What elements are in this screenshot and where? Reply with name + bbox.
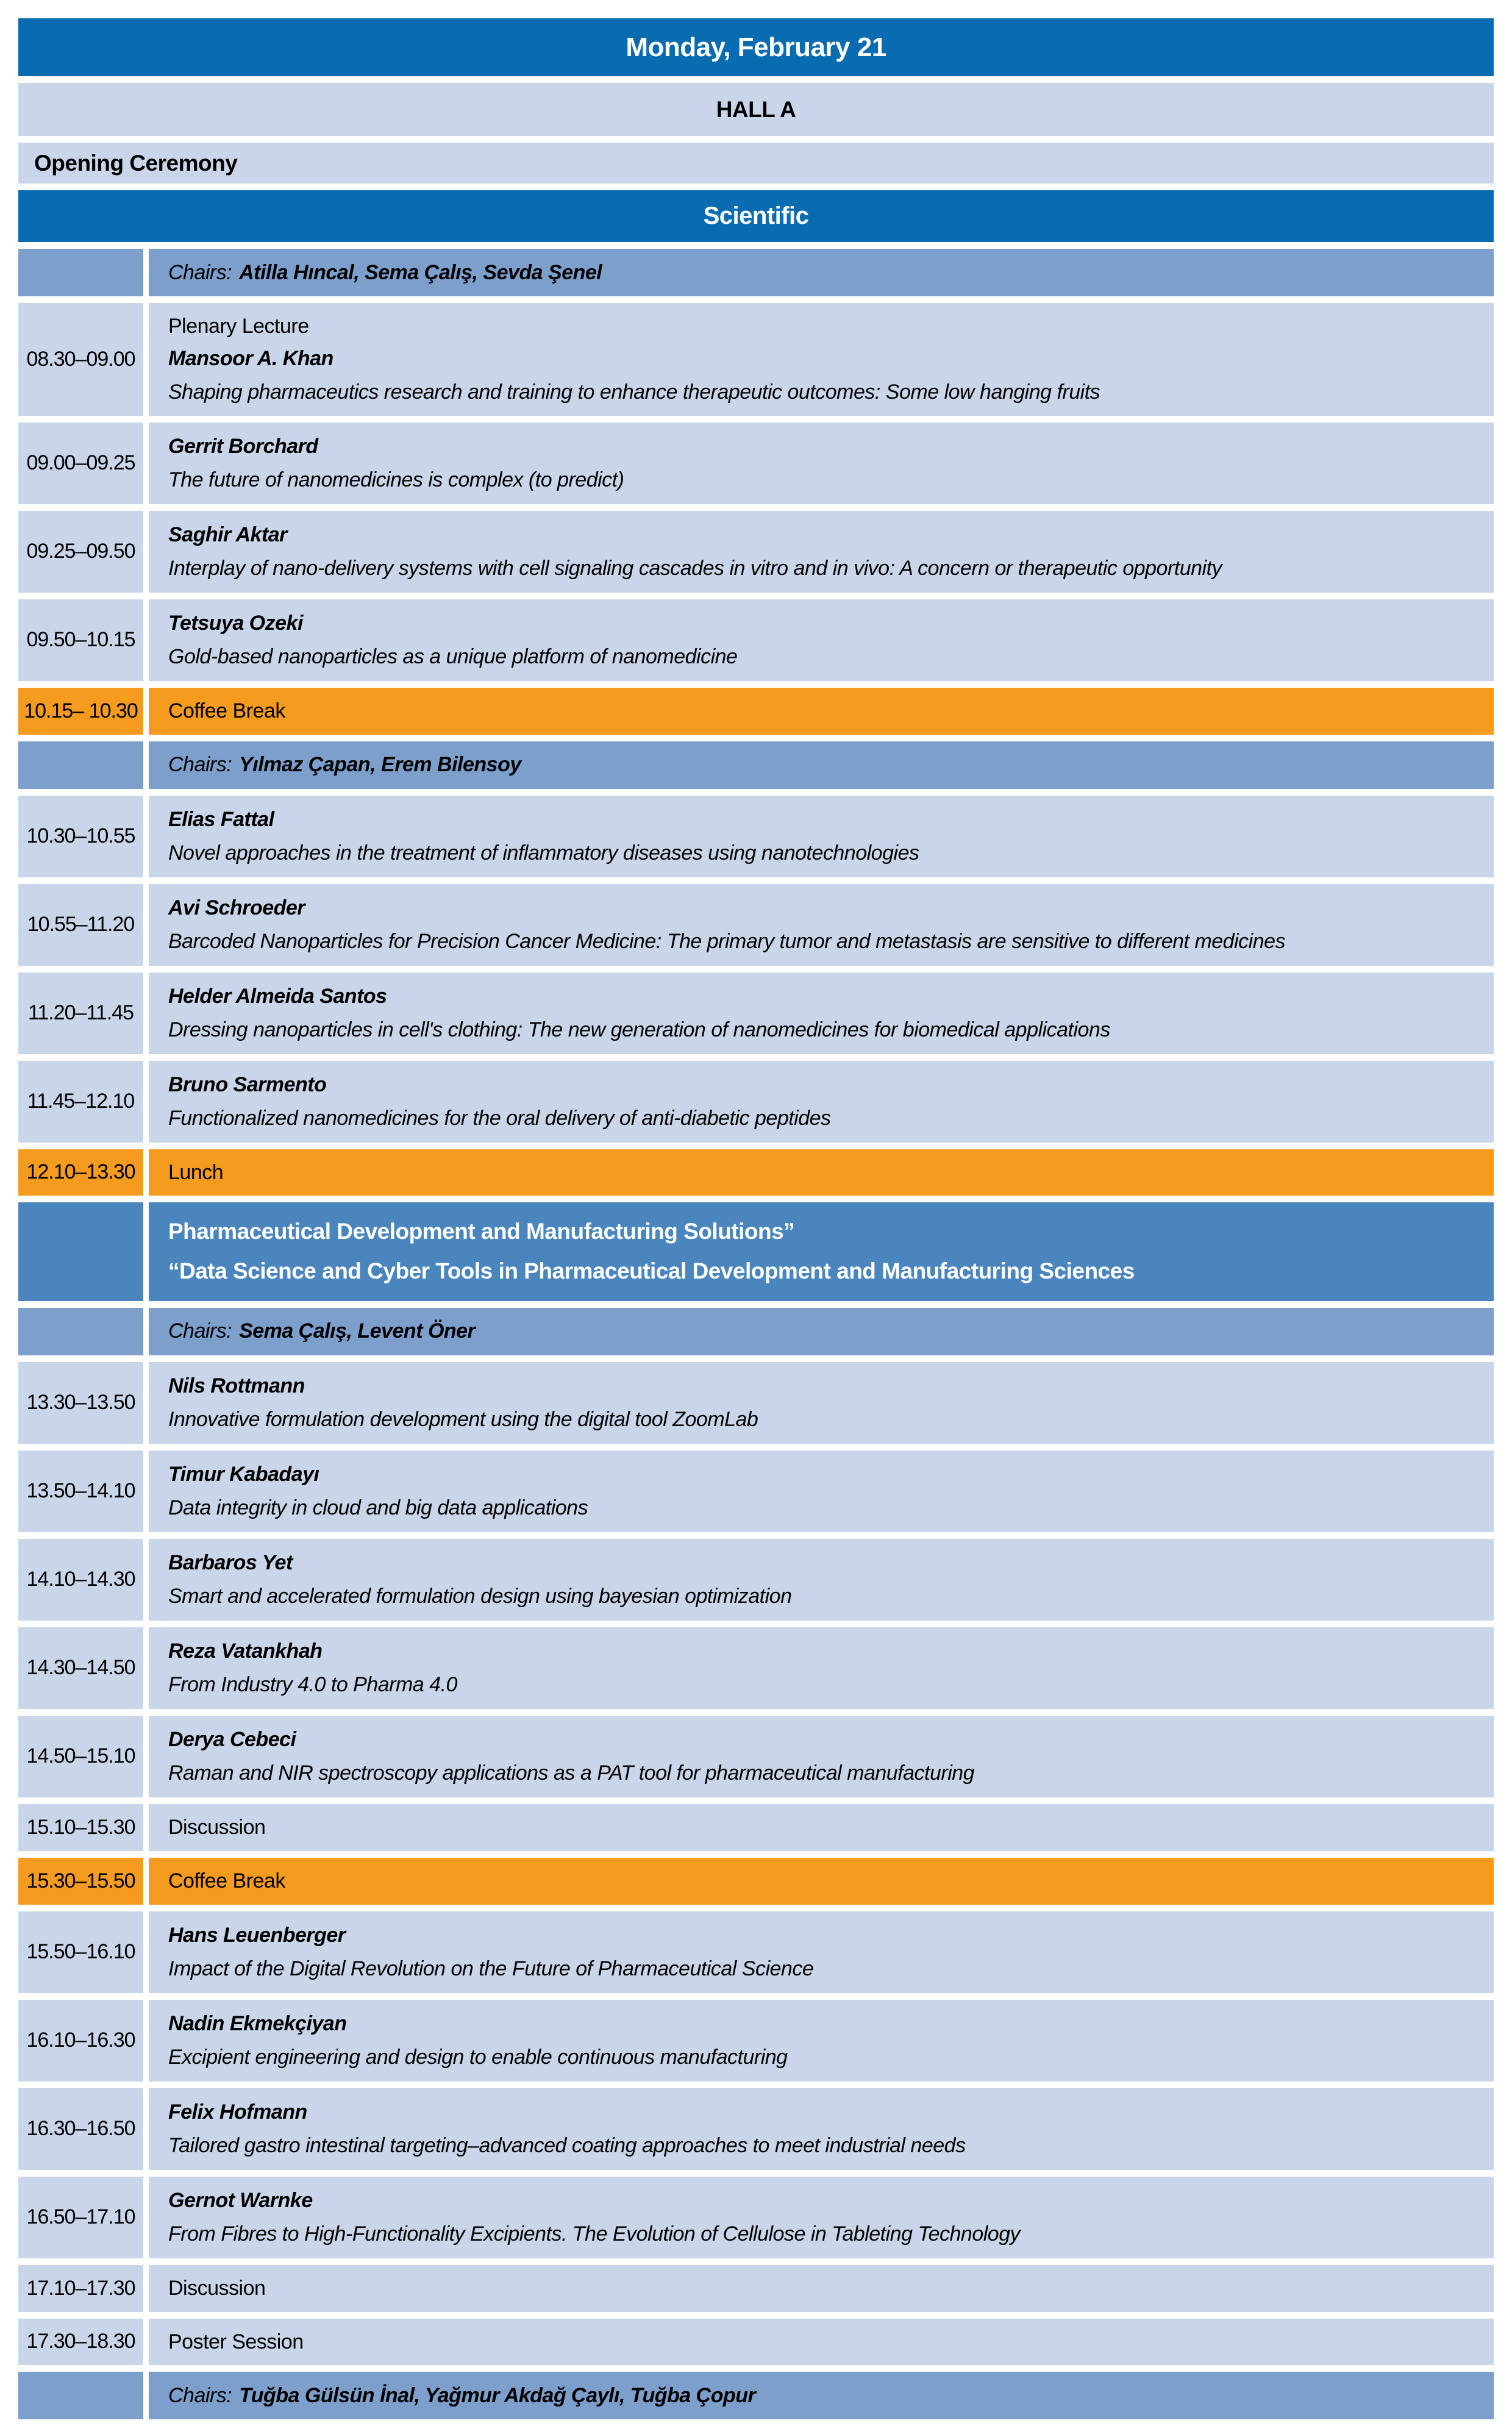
session-row bbox=[18, 1362, 1494, 1444]
chairs-names: Atilla Hıncal, Sema Çalış, Sevda Şenel bbox=[239, 260, 602, 284]
time-cell: 09.50–10.15 bbox=[18, 599, 143, 681]
chairs-prefix-label: Chairs: bbox=[168, 1319, 232, 1343]
section-title-line-1: Pharmaceutical Development and Manufacturing Solutions” bbox=[168, 1219, 795, 1244]
speaker-name: Avi Schroeder bbox=[168, 896, 305, 919]
talk-title: Gold-based nanoparticles as a unique platform of nanomedicine bbox=[168, 644, 738, 668]
time-cell: 13.30–13.50 bbox=[18, 1362, 143, 1444]
content-cell bbox=[149, 2319, 1494, 2366]
speaker-name: Reza Vatankhah bbox=[168, 1639, 323, 1663]
time-cell bbox=[18, 249, 143, 296]
time-cell bbox=[18, 741, 143, 789]
time-cell: 11.45–12.10 bbox=[18, 1061, 143, 1143]
talk-title: Data integrity in cloud and big data applications bbox=[168, 1496, 588, 1519]
talk-title: From Fibres to High-Functionality Excipients. The Evolution of Cellulose in Tableting Technology bbox=[168, 2222, 1021, 2246]
speaker-name: Nils Rottmann bbox=[168, 1374, 305, 1397]
content-cell bbox=[149, 1627, 1494, 1709]
time-cell: 13.50–14.10 bbox=[18, 1450, 143, 1532]
talk-title: Barcoded Nanoparticles for Precision Cancer Medicine: The primary tumor and metastasis are sensitive to different medicines bbox=[168, 929, 1286, 953]
session-row bbox=[18, 2000, 1494, 2082]
time-cell: 11.20–11.45 bbox=[18, 972, 143, 1054]
speaker-name: Bruno Sarmento bbox=[168, 1072, 327, 1096]
time-cell: 08.30–09.00 bbox=[18, 303, 143, 416]
content-cell bbox=[149, 741, 1494, 789]
time-cell: 15.30–15.50 bbox=[18, 1858, 143, 1905]
content-cell bbox=[149, 1450, 1494, 1532]
session-row bbox=[18, 884, 1494, 966]
speaker-name: Elias Fattal bbox=[168, 807, 274, 831]
content-cell bbox=[149, 2088, 1494, 2170]
day-header-row bbox=[18, 18, 1494, 76]
session-row bbox=[18, 599, 1494, 681]
speaker-name: Tetsuya Ozeki bbox=[168, 611, 303, 635]
chairs-row bbox=[18, 741, 1494, 789]
content-cell bbox=[149, 1911, 1494, 1993]
content-cell bbox=[149, 796, 1494, 877]
talk-title: Raman and NIR spectroscopy applications as a PAT tool for pharmaceutical manufacturing bbox=[168, 1761, 975, 1785]
session-row bbox=[18, 2088, 1494, 2170]
talk-title: Tailored gastro intestinal targeting–advanced coating approaches to meet industrial needs bbox=[168, 2133, 966, 2157]
time-cell: 12.10–13.30 bbox=[18, 1149, 143, 1196]
content-cell bbox=[149, 884, 1494, 966]
chairs-line bbox=[168, 259, 1474, 287]
session-row bbox=[18, 1627, 1494, 1709]
content-cell bbox=[149, 1858, 1494, 1905]
time-cell: 10.55–11.20 bbox=[18, 884, 143, 966]
talk-title: Smart and accelerated formulation design using bayesian optimization bbox=[168, 1584, 792, 1608]
content-cell bbox=[149, 1061, 1494, 1143]
chairs-row bbox=[18, 1308, 1494, 1355]
hall-title: HALL A bbox=[18, 83, 1494, 136]
session-row bbox=[18, 2265, 1494, 2312]
session-row bbox=[18, 1911, 1494, 1993]
session-row bbox=[18, 2319, 1494, 2366]
time-cell: 14.10–14.30 bbox=[18, 1539, 143, 1621]
talk-title: Impact of the Digital Revolution on the Future of Pharmaceutical Science bbox=[168, 1957, 814, 1980]
talk-title: The future of nanomedicines is complex (to predict) bbox=[168, 468, 624, 491]
session-row bbox=[18, 303, 1494, 416]
break-row bbox=[18, 688, 1494, 735]
break-row bbox=[18, 1858, 1494, 1905]
content-cell bbox=[149, 972, 1494, 1054]
speaker-name: Felix Hofmann bbox=[168, 2100, 307, 2124]
chairs-prefix-label: Chairs: bbox=[168, 2383, 232, 2407]
content-cell bbox=[149, 2000, 1494, 2082]
speaker-name: Gerrit Borchard bbox=[168, 434, 318, 458]
content-cell bbox=[149, 2372, 1494, 2419]
chairs-row bbox=[18, 249, 1494, 296]
speaker-name: Barbaros Yet bbox=[168, 1551, 293, 1574]
speaker-name: Mansoor A. Khan bbox=[168, 346, 333, 370]
content-cell bbox=[149, 303, 1494, 416]
content-cell bbox=[149, 2177, 1494, 2258]
time-cell: 15.10–15.30 bbox=[18, 1804, 143, 1851]
talk-title: From Industry 4.0 to Pharma 4.0 bbox=[168, 1672, 457, 1696]
session-label: Poster Session bbox=[168, 2330, 304, 2353]
speaker-name: Timur Kabadayı bbox=[168, 1463, 319, 1486]
chairs-names: Yılmaz Çapan, Erem Bilensoy bbox=[239, 753, 521, 777]
time-cell: 16.30–16.50 bbox=[18, 2088, 143, 2170]
speaker-name: Saghir Aktar bbox=[168, 523, 287, 546]
session-row bbox=[18, 511, 1494, 593]
track-title: Scientific bbox=[18, 190, 1494, 242]
time-cell bbox=[18, 2372, 143, 2419]
time-cell: 17.30–18.30 bbox=[18, 2319, 143, 2366]
time-cell: 16.10–16.30 bbox=[18, 2000, 143, 2082]
speaker-name: Gernot Warnke bbox=[168, 2188, 313, 2212]
speaker-name: Helder Almeida Santos bbox=[168, 984, 387, 1008]
session-label: Lunch bbox=[168, 1160, 224, 1184]
time-cell: 15.50–16.10 bbox=[18, 1911, 143, 1993]
content-cell bbox=[149, 1716, 1494, 1797]
day-title: Monday, February 21 bbox=[18, 18, 1494, 76]
session-row bbox=[18, 1450, 1494, 1532]
talk-title: Functionalized nanomedicines for the oral delivery of anti-diabetic peptides bbox=[168, 1106, 831, 1130]
time-cell: 09.25–09.50 bbox=[18, 511, 143, 593]
content-cell bbox=[149, 423, 1494, 504]
chairs-line bbox=[168, 1318, 1474, 1345]
session-row bbox=[18, 972, 1494, 1054]
chairs-line bbox=[168, 2382, 1474, 2410]
talk-title: Excipient engineering and design to enable continuous manufacturing bbox=[168, 2045, 788, 2069]
content-cell bbox=[149, 1149, 1494, 1196]
content-cell bbox=[149, 1202, 1494, 1301]
session-row bbox=[18, 1716, 1494, 1797]
content-cell bbox=[149, 688, 1494, 735]
time-cell: 16.50–17.10 bbox=[18, 2177, 143, 2258]
time-cell: 14.50–15.10 bbox=[18, 1716, 143, 1797]
chairs-line bbox=[168, 751, 1474, 779]
chairs-names: Tuğba Gülsün İnal, Yağmur Akdağ Çaylı, Tuğba Çopur bbox=[239, 2383, 756, 2407]
time-cell: 14.30–14.50 bbox=[18, 1627, 143, 1709]
content-cell bbox=[149, 249, 1494, 296]
chairs-prefix-label: Chairs: bbox=[168, 753, 232, 777]
speaker-name: Derya Cebeci bbox=[168, 1728, 296, 1751]
talk-title: Novel approaches in the treatment of inflammatory diseases using nanotechnologies bbox=[168, 841, 919, 865]
content-cell bbox=[149, 599, 1494, 681]
session-row bbox=[18, 1061, 1494, 1143]
speaker-name: Hans Leuenberger bbox=[168, 1923, 346, 1947]
speaker-name: Nadin Ekmekçiyan bbox=[168, 2011, 347, 2035]
track-header-row bbox=[18, 190, 1494, 242]
time-cell: 17.10–17.30 bbox=[18, 2265, 143, 2312]
section-title-line-2: “Data Science and Cyber Tools in Pharmaceutical Development and Manufacturing Sciences bbox=[168, 1258, 1135, 1284]
session-row bbox=[18, 423, 1494, 504]
break-row bbox=[18, 1149, 1494, 1196]
hall-header-row bbox=[18, 83, 1494, 136]
talk-title: Innovative formulation development using the digital tool ZoomLab bbox=[168, 1407, 758, 1431]
chairs-prefix-label: Chairs: bbox=[168, 260, 232, 284]
time-cell: 10.30–10.55 bbox=[18, 796, 143, 877]
session-label: Discussion bbox=[168, 1815, 266, 1839]
opening-ceremony-label: Opening Ceremony bbox=[18, 143, 1494, 184]
talk-title: Dressing nanoparticles in cell's clothing: The new generation of nanomedicines for biomedical applications bbox=[168, 1018, 1110, 1041]
session-label: Discussion bbox=[168, 2276, 266, 2300]
talk-title: Shaping pharmaceutics research and training to enhance therapeutic outcomes: Some low hanging fruits bbox=[168, 380, 1100, 404]
time-cell bbox=[18, 1308, 143, 1355]
schedule-rows bbox=[18, 249, 1494, 2419]
content-cell bbox=[149, 1804, 1494, 1851]
content-cell bbox=[149, 2265, 1494, 2312]
session-label: Coffee Break bbox=[168, 699, 285, 722]
time-cell bbox=[18, 1202, 143, 1301]
content-cell bbox=[149, 511, 1494, 593]
chairs-names: Sema Çalış, Levent Öner bbox=[239, 1319, 476, 1343]
talk-title: Interplay of nano-delivery systems with cell signaling cascades in vitro and in vivo: A concern or therapeutic opportunity bbox=[168, 556, 1222, 580]
session-label: Coffee Break bbox=[168, 1869, 285, 1893]
time-cell: 09.00–09.25 bbox=[18, 423, 143, 504]
session-row bbox=[18, 1539, 1494, 1621]
content-cell bbox=[149, 1362, 1494, 1444]
opening-ceremony-row bbox=[18, 143, 1494, 184]
chairs-row bbox=[18, 2372, 1494, 2419]
session-row bbox=[18, 2177, 1494, 2258]
time-cell: 10.15– 10.30 bbox=[18, 688, 143, 735]
content-cell bbox=[149, 1539, 1494, 1621]
content-cell bbox=[149, 1308, 1494, 1355]
session-kind-label: Plenary Lecture bbox=[168, 315, 309, 338]
section-header-row bbox=[18, 1202, 1494, 1301]
session-row bbox=[18, 1804, 1494, 1851]
session-row bbox=[18, 796, 1494, 877]
